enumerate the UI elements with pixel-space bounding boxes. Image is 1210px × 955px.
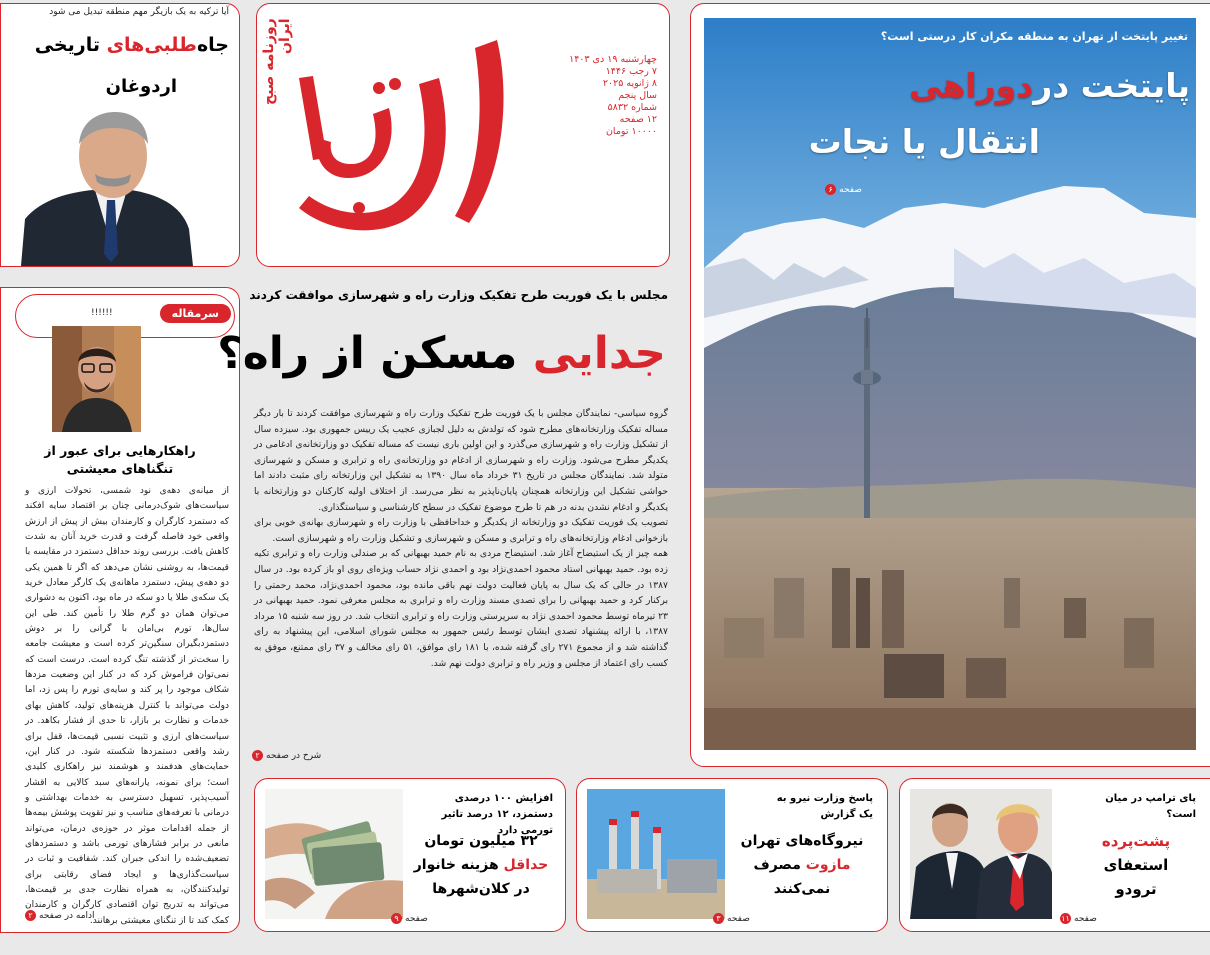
dateline-pages: ۱۲ صفحه <box>619 114 657 125</box>
editorial-title: راهکارهایی برای عبور از تنگناهای معیشتی <box>44 443 196 476</box>
author-photo <box>52 326 141 432</box>
erdogan-subtitle: اردوغان <box>105 76 177 97</box>
powerplant-title <box>727 829 877 901</box>
main-paragraph-2: تصویب یک فوریت تفکیک دو وزارتخانه از یکدیگر و خداحافظی با وزارت راه و شهرسازی بهانه‌ی خوبی برای بازخوانی ادغام وزارتخانه‌های راه و ترابری و مسکن و شهرسازی و تشکیل وزارت راه و شهرسازی است. <box>254 517 668 544</box>
erdogan-photo <box>21 104 193 266</box>
cover-kicker: تغییر پایتخت از تهران به منطقه مکران کار درستی است؟ <box>880 30 1188 43</box>
wage-title-line2: حداقل هزینه خانوار در کلان‌شهرها <box>413 857 549 897</box>
powerplant-page: صفحه ۳ <box>713 913 750 924</box>
dateline-issue: شماره ۵۸۳۲ <box>607 102 657 113</box>
wage-title-line1: ۳۲ میلیون تومان <box>424 833 538 849</box>
trudeau-title-line3: ترودو <box>1115 880 1157 898</box>
main-headline: جدایی مسکن از راه؟ <box>217 328 666 379</box>
dateline-day: چهارشنبه ۱۹ دی ۱۴۰۳ <box>569 54 657 65</box>
powerplant-kicker: پاسخ وزارت نیرو به یک گزارش <box>776 793 873 820</box>
trudeau-title-line1: پشت‌پرده <box>1101 832 1171 850</box>
main-story[interactable] <box>217 282 676 767</box>
powerplant-title-line2: مازوت مصرف <box>753 857 851 873</box>
powerplant-teaser[interactable] <box>576 778 888 932</box>
trudeau-teaser[interactable] <box>899 778 1210 932</box>
trudeau-kicker: پای ترامپ در میان است؟ <box>1105 793 1196 820</box>
trudeau-page: صفحه ۱۱ <box>1061 913 1097 924</box>
erdogan-title: جاه‌طلبی‌های تاریخی <box>34 34 229 56</box>
wage-teaser[interactable] <box>254 778 566 932</box>
masthead-subtitle: روزنامه صبح ایران <box>261 18 293 105</box>
main-paragraph-3: همه چیز از یک استیضاح آغاز شد. استیضاح مردی به نام حمید بهبهانی که بر صندلی وزارت راه و ترابری تکیه زده بود. حمید بهبهانی استاد محمود احمدی‌نژاد بود و احمدی نژاد حساب ویژه‌ای روی او باز کرده بود. در سال ۱۳۸۷ در حالی که یک سال به پایان فعالیت دولت نهم باقی مانده بود، محمود احمدی‌نژاد، محمد رحمتی را برکنار کرد و حمید بهبهانی را برای تصدی مسند وزارت راه و ترابری به مجلس معرفی نمود. حمید بهبهانی در ۲۳ تیرماه توسط محمود احمدی نژاد به سرپرستی وزارت راه و ترابری انتخاب شد. در روز سه شنبه ۱۵ مرداد ۱۳۸۷، با ارائه پیشنهاد تصدی ایشان توسط رئیس جمهور به مجلس شورای اسلامی، این پیشنهاد به رای گذاشته شد و از مجموع ۲۷۱ رای گرفته شده، با ۱۸۱ رای موافق، ۵۱ رای مخالف و ۳۷ رای ممتنع، موفق به کسب رای اعتماد از مجلس و وزیر راه و ترابری دولت نهم شد. <box>254 548 668 669</box>
wage-title <box>409 829 553 901</box>
cover-page: صفحه ۶ <box>825 184 862 195</box>
dateline-year: سال پنجم <box>618 90 657 101</box>
erdogan-teaser[interactable] <box>0 3 240 267</box>
cover-title-line1: پایتخت دردوراهی <box>909 66 1190 105</box>
money-photo <box>265 789 403 919</box>
powerplant-title-line1: نیروگاه‌های تهران <box>740 833 864 849</box>
main-kicker: مجلس با یک فوریت طرح تفکیک وزارت راه و شهرسازی موافقت کردند <box>249 288 668 302</box>
trudeau-trump-photo <box>910 789 1052 919</box>
logo-mark <box>269 18 519 248</box>
trudeau-title-line2: استعفای <box>1103 856 1169 874</box>
masthead-logo <box>269 18 519 248</box>
editorial-tag: سرمقاله <box>160 304 231 323</box>
powerplant-photo <box>587 789 725 919</box>
main-paragraph-1: گروه سیاسی- نمایندگان مجلس با یک فوریت طرح تفکیک وزارت راه و شهرسازی موافقت کردند تا بار دیگر مساله تفکیک وزارتخانه‌های مطرح شود که تولدش به دلیل لجبازی عجیب یک رییس جمهوری بود. سیزده سال از تشکیل وزارت راه و شهرسازی می‌گذرد و این اولین باری نیست که مساله تفکیک دو وزارتخانه‌ی ادغامی در یکدیگر مطرح می‌شود. وزارت راه و شهرسازی از ادغام دو وزارتخانه‌ی راه و ترابری و مسکن و شهرسازی متولد شد. نمایندگان مجلس در تاریخ ۳۱ خرداد ماه سال ۱۳۹۰ به تشکیل این وزارتخانه رای مثبت دادند اما حواشی تشکیل این وزارتخانه همچنان پایان‌ناپذیر به نظر می‌رسد. از اختلاف اولیه کارکنان دو وزارتخانه با یکدیگر و ادغام نشدن بدنه در هم تا طرح موضوع تفکیک در سطح کارشناسی و سیاستگذاری. <box>254 408 668 513</box>
cover-story[interactable] <box>690 3 1210 767</box>
erdogan-kicker: آیا ترکیه به یک بازیگر مهم منطقه تبدیل می شود <box>49 7 229 17</box>
editorial[interactable] <box>0 287 240 933</box>
main-body <box>254 406 668 736</box>
wage-kicker: افزایش ۱۰۰ درصدی دستمزد، ۱۲ درصد تاثیر تورمی دارد <box>441 793 553 836</box>
editorial-author-caption: !!!!!! <box>91 308 113 318</box>
dateline-hijri: ۷ رجب ۱۴۴۶ <box>605 66 657 77</box>
dateline-price: ۱۰۰۰۰ تومان <box>605 126 657 137</box>
editorial-body: از میانه‌ی دهه‌ی نود شمسی، تحولات ارزی و سیاست‌های شوک‌درمانی چنان بر اقتصاد سایه افکند که دستمزد کارگران و کارمندان بیش از پیش از ارزش واقعی خود فاصله گرفت و قدرت خرید آنان به شدت کاهش یافت. بررسی روند حداقل دستمزد در مقایسه با قیمت‌ها، به روشنی نشان می‌دهد که اگر تا همین یکی دو دهه‌ی پیش، دستمزد ماهانه‌ی یک کارگر معادل خرید یک سکه‌ی طلا یا دو سکه در ماه بود، اکنون به دشواری می‌توان همان دو گرم طلا را تأمین کند. طی این سال‌ها، تورم بی‌امان با گرانی را بر دوش دستمزدبگیران سنگین‌تر کرده است و معیشت جامعه را سخت‌تر از گذشته تنگ کرده است. درست است که نمی‌توان فراموش کرد که در کنار این وضعیت مزدها شکاف موجود را پر کند و سایه‌ی تورم را پس زد، اما دولت می‌تواند با کنترل هزینه‌های تولید، کاهش بهای خدمات و نظارت بر بازار، تا حدی از فشار بکاهد. در سیاست‌های ارزی و تثبیت نسبی قیمت‌ها، قفل برای رشد واقعی دستمزدها شکسته شود. در کنار این، حمایت‌های هدفمند و هوشمند نیز راهکاری کلیدی است؛ برای نمونه، یارانه‌های سبد کالایی به اقشار آسیب‌پذیر، تسهیل دسترسی به خدمات بهداشتی و درمانی با تعرفه‌های مناسب و نیز تقویت پوشش بیمه‌ها از جمله اقدامات موثر در حوزه‌ی درمان، می‌تواند مانعی در برابر فشارهای تورمی باشد و دستمزدهای تضعیف‌شده را اندکی جبران کند. شفافیت و ثبات در سیاست‌گذاری‌ها و ایجاد فضای رقابتی برای تولیدکنندگان، به همراه نظارت جدی بر قیمت‌ها، می‌تواند به تدریج توان اقتصادی کارگران و کارمندان کمک کند تا از تنگنای معیشتی برهانند. <box>25 486 229 926</box>
masthead-logo-text <box>310 120 312 121</box>
masthead <box>256 3 670 267</box>
main-continued: شرح در صفحه ۲ <box>252 750 321 761</box>
cover-title-line2: انتقال یا نجات <box>808 122 1040 161</box>
powerplant-title-line3: نمی‌کنند <box>773 881 831 897</box>
dateline <box>517 54 657 138</box>
dateline-gregorian: ۸ ژانویه ۲۰۲۵ <box>602 78 657 89</box>
trudeau-title <box>1076 829 1196 901</box>
wage-page: صفحه ۹ <box>391 913 428 924</box>
editorial-continued: ادامه در صفحه ۲ <box>25 910 95 921</box>
